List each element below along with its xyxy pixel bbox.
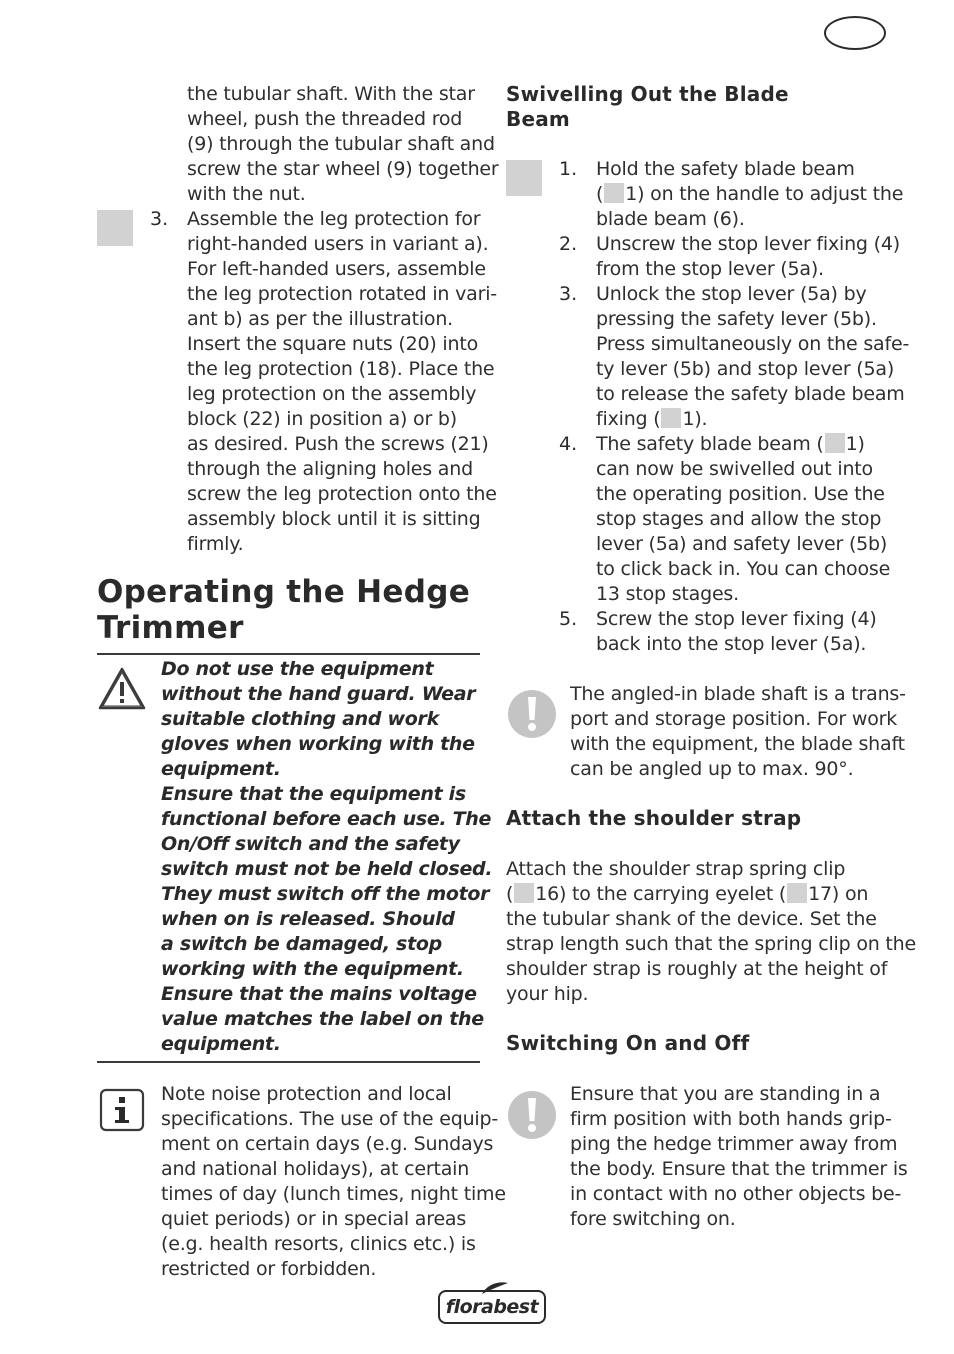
- text-line: the leg protection (18). Place the: [187, 358, 495, 380]
- text-line: back into the stop lever (5a).: [596, 633, 867, 655]
- text-line: screw the star wheel (9) together: [187, 158, 499, 180]
- divider: [97, 653, 480, 655]
- heading-line: Beam: [506, 107, 570, 131]
- text-line: switch must not be held closed.: [161, 858, 493, 880]
- text-line: block (22) in position a) or b): [187, 408, 457, 430]
- heading-line: Trimmer: [97, 610, 244, 646]
- text-line: The safety blade beam ( 1): [596, 433, 865, 455]
- text-line: ment on certain days (e.g. Sundays: [161, 1133, 494, 1155]
- figure-reference-box: [825, 433, 845, 453]
- logo-text: florabest: [445, 1296, 539, 1318]
- text-line: without the hand guard. Wear: [161, 683, 476, 705]
- figure-reference-box: [661, 408, 681, 428]
- figure-reference-box: [97, 210, 133, 246]
- text-line: as desired. Push the screws (21): [187, 433, 489, 455]
- text-line: functional before each use. The: [161, 808, 492, 830]
- text-line: Insert the square nuts (20) into: [187, 333, 479, 355]
- text-line: in contact with no other objects be-: [570, 1183, 902, 1205]
- figure-reference-box: [604, 183, 624, 203]
- text-line: firmly.: [187, 533, 244, 555]
- step-number: 1.: [559, 158, 578, 180]
- strap-text: [506, 857, 916, 1007]
- figure-reference-box: [506, 160, 542, 196]
- text-line: Assemble the leg protection for: [187, 208, 481, 230]
- text-line: The angled-in blade shaft is a trans-: [570, 683, 906, 705]
- text-line: ty lever (5b) and stop lever (5a): [596, 358, 895, 380]
- swivel-heading: [506, 82, 789, 132]
- step-5-text: [596, 607, 877, 657]
- language-badge: [824, 16, 886, 50]
- text-line: Screw the stop lever fixing (4): [596, 608, 877, 630]
- step-3-text: [596, 282, 909, 432]
- text-line: port and storage position. For work: [570, 708, 898, 730]
- text-line: a switch be damaged, stop: [161, 933, 442, 955]
- text-line: Note noise protection and local: [161, 1083, 452, 1105]
- text-line: They must switch off the motor: [161, 883, 490, 905]
- step-number: 2.: [559, 233, 578, 255]
- logo-leaf-icon: [480, 1280, 510, 1294]
- strap-heading: Attach the shoulder strap: [506, 806, 802, 830]
- step-number: 4.: [559, 433, 578, 455]
- text-line: ( 16) to the carrying eyelet ( 17) on: [506, 883, 869, 905]
- step-1-text: [596, 157, 903, 232]
- text-line: to click back in. You can choose: [596, 558, 891, 580]
- text-line: the tubular shaft. With the star: [187, 83, 475, 105]
- text-line: wheel, push the threaded rod: [187, 108, 463, 130]
- step-3-text: [187, 207, 497, 557]
- heading-line: Swivelling Out the Blade: [506, 82, 789, 106]
- exclamation-icon: [507, 689, 557, 739]
- text-line: and national holidays), at certain: [161, 1158, 470, 1180]
- text-line: through the aligning holes and: [187, 458, 473, 480]
- divider: [97, 1061, 480, 1063]
- text-line: suitable clothing and work: [161, 708, 439, 730]
- text-line: equipment.: [161, 1033, 281, 1055]
- step-4-text: [596, 432, 890, 607]
- figure-reference-box: [514, 883, 534, 903]
- text-line: On/Off switch and the safety: [161, 833, 460, 855]
- text-line: restricted or forbidden.: [161, 1258, 377, 1280]
- text-line: Press simultaneously on the safe-: [596, 333, 910, 355]
- text-line: fixing ( 1).: [596, 408, 708, 430]
- text-line: value matches the label on the: [161, 1008, 484, 1030]
- text-line: the leg protection rotated in vari-: [187, 283, 497, 305]
- text-line: Unlock the stop lever (5a) by: [596, 283, 867, 305]
- info-icon: [99, 1088, 145, 1132]
- text-line: quiet periods) or in special areas: [161, 1208, 467, 1230]
- text-line: can now be swivelled out into: [596, 458, 873, 480]
- text-line: Do not use the equipment: [161, 658, 434, 680]
- section-heading: [97, 574, 470, 646]
- figure-reference-box: [787, 883, 807, 903]
- continued-step-text: [187, 82, 499, 207]
- text-line: the body. Ensure that the trimmer is: [570, 1158, 908, 1180]
- step-number: 5.: [559, 608, 578, 630]
- text-line: from the stop lever (5a).: [596, 258, 824, 280]
- text-line: (9) through the tubular shaft and: [187, 133, 495, 155]
- text-line: with the nut.: [187, 183, 306, 205]
- text-line: pressing the safety lever (5b).: [596, 308, 877, 330]
- text-line: ping the hedge trimmer away from: [570, 1133, 898, 1155]
- text-line: when on is released. Should: [161, 908, 455, 930]
- text-line: the tubular shank of the device. Set the: [506, 908, 877, 930]
- info-note-text: [161, 1082, 506, 1282]
- text-line: can be angled up to max. 90°.: [570, 758, 854, 780]
- text-line: firm position with both hands grip-: [570, 1108, 892, 1130]
- switch-heading: Switching On and Off: [506, 1031, 750, 1055]
- text-line: lever (5a) and safety lever (5b): [596, 533, 888, 555]
- text-line: the operating position. Use the: [596, 483, 885, 505]
- step-number: 3.: [559, 283, 578, 305]
- brand-logo: [438, 1290, 546, 1324]
- text-line: to release the safety blade beam: [596, 383, 905, 405]
- text-line: working with the equipment.: [161, 958, 464, 980]
- text-line: For left-handed users, assemble: [187, 258, 486, 280]
- text-line: Hold the safety blade beam: [596, 158, 855, 180]
- text-line: screw the leg protection onto the: [187, 483, 497, 505]
- text-line: with the equipment, the blade shaft: [570, 733, 905, 755]
- text-line: shoulder strap is roughly at the height of: [506, 958, 888, 980]
- text-line: Unscrew the stop lever fixing (4): [596, 233, 900, 255]
- text-line: right-handed users in variant a).: [187, 233, 489, 255]
- text-line: your hip.: [506, 983, 589, 1005]
- note-text: [570, 682, 906, 782]
- note-text: [570, 1082, 908, 1232]
- text-line: gloves when working with the: [161, 733, 475, 755]
- warning-triangle-icon: [97, 666, 147, 712]
- text-line: ( 1) on the handle to adjust the: [596, 183, 904, 205]
- text-line: strap length such that the spring clip on the: [506, 933, 917, 955]
- step-number: 3.: [150, 208, 169, 230]
- text-line: assembly block until it is sitting: [187, 508, 481, 530]
- text-line: times of day (lunch times, night time: [161, 1183, 506, 1205]
- text-line: Ensure that the equipment is: [161, 783, 466, 805]
- text-line: stop stages and allow the stop: [596, 508, 882, 530]
- text-line: ant b) as per the illustration.: [187, 308, 454, 330]
- heading-line: Operating the Hedge: [97, 574, 471, 610]
- text-line: Attach the shoulder strap spring clip: [506, 858, 846, 880]
- exclamation-icon: [507, 1090, 557, 1140]
- text-line: equipment.: [161, 758, 281, 780]
- text-line: fore switching on.: [570, 1208, 736, 1230]
- text-line: Ensure that the mains voltage: [161, 983, 477, 1005]
- step-2-text: [596, 232, 900, 282]
- text-line: (e.g. health resorts, clinics etc.) is: [161, 1233, 476, 1255]
- text-line: leg protection on the assembly: [187, 383, 477, 405]
- text-line: Ensure that you are standing in a: [570, 1083, 881, 1105]
- text-line: specifications. The use of the equip-: [161, 1108, 499, 1130]
- text-line: blade beam (6).: [596, 208, 745, 230]
- text-line: 13 stop stages.: [596, 583, 739, 605]
- warning-text: [161, 657, 492, 1057]
